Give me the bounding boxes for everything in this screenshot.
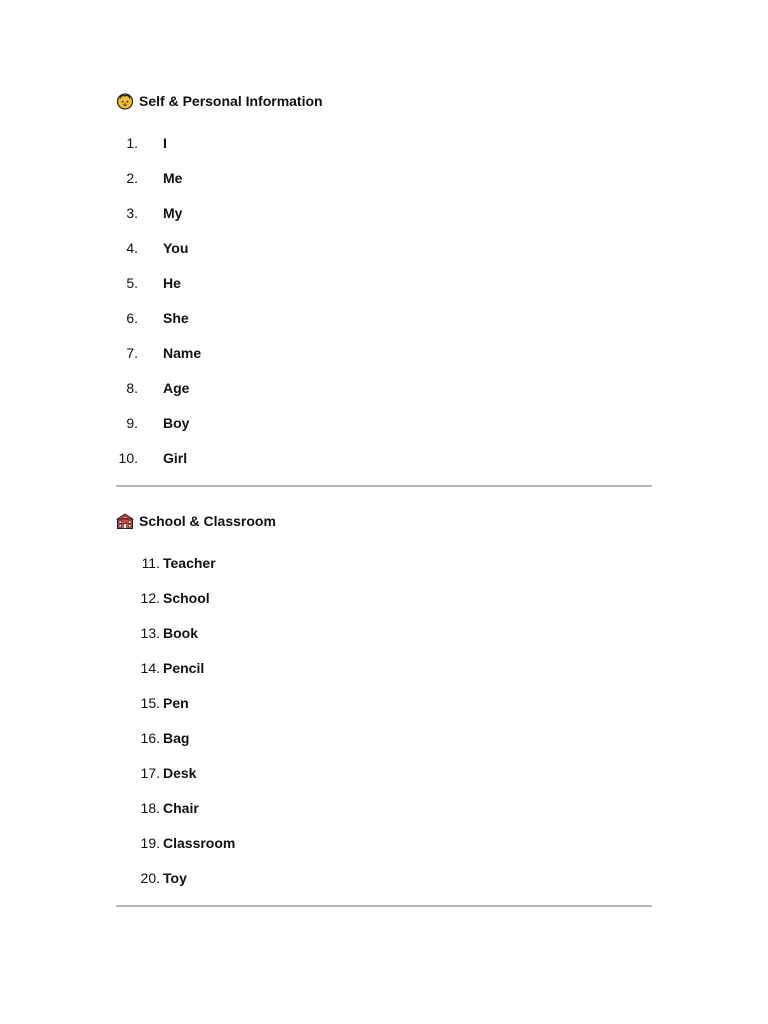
item-number: 4. <box>126 239 138 256</box>
vocabulary-document <box>116 90 652 887</box>
item-word: Toy <box>163 870 187 887</box>
school-building-icon <box>116 512 134 530</box>
list-item <box>116 685 652 720</box>
list-item <box>116 125 652 160</box>
list-item <box>116 406 652 441</box>
list-item <box>116 300 652 335</box>
item-number: 14. <box>140 659 160 676</box>
list-item <box>116 371 652 406</box>
list-item <box>116 336 652 371</box>
item-number: 17. <box>140 765 160 782</box>
item-word: School <box>163 589 210 606</box>
section-heading <box>116 90 652 112</box>
section-title: School & Classroom <box>139 513 276 529</box>
item-number: 20. <box>140 870 160 887</box>
item-number: 10. <box>118 450 138 467</box>
list-item <box>116 195 652 230</box>
item-number: 16. <box>140 730 160 747</box>
list-item <box>116 756 652 791</box>
item-number: 19. <box>140 835 160 852</box>
item-word: Me <box>163 169 183 186</box>
list-item <box>116 650 652 685</box>
section-divider <box>116 905 652 907</box>
item-word: You <box>163 239 189 256</box>
item-word: Chair <box>163 800 199 817</box>
section-self-personal <box>116 90 652 486</box>
word-list <box>116 125 652 476</box>
list-item <box>116 720 652 755</box>
item-number: 1. <box>126 134 138 151</box>
item-word: Name <box>163 345 202 362</box>
item-number: 2. <box>126 169 138 186</box>
list-item <box>116 230 652 265</box>
item-word: Girl <box>163 450 188 467</box>
item-number: 15. <box>140 694 160 711</box>
item-word: Age <box>163 380 190 397</box>
list-item <box>116 160 652 195</box>
item-word: I <box>163 134 167 151</box>
item-number: 8. <box>126 380 138 397</box>
item-number: 6. <box>126 310 138 327</box>
section-title: Self & Personal Information <box>139 93 323 109</box>
list-item <box>116 580 652 615</box>
item-number: 9. <box>126 415 138 432</box>
list-item <box>116 441 652 476</box>
section-heading <box>116 510 652 532</box>
section-divider <box>116 485 652 487</box>
list-item <box>116 861 652 896</box>
item-word: Boy <box>163 415 190 432</box>
list-item <box>116 265 652 300</box>
item-word: My <box>163 204 183 221</box>
item-number: 11. <box>141 554 160 571</box>
list-item <box>116 545 652 580</box>
item-number: 3. <box>126 204 138 221</box>
section-school-classroom <box>116 510 652 896</box>
item-word: He <box>163 274 181 291</box>
list-item <box>116 791 652 826</box>
item-word: Bag <box>163 730 190 747</box>
list-item <box>116 615 652 650</box>
item-number: 5. <box>126 274 138 291</box>
item-word: Book <box>163 624 198 641</box>
item-number: 12. <box>140 589 160 606</box>
item-word: Pencil <box>163 659 205 676</box>
item-word: Desk <box>163 765 197 782</box>
list-item <box>116 826 652 861</box>
item-word: Pen <box>163 694 189 711</box>
baby-face-icon <box>116 92 134 110</box>
item-number: 18. <box>140 800 160 817</box>
item-number: 13. <box>140 624 160 641</box>
word-list <box>116 545 652 896</box>
item-word: She <box>163 310 189 327</box>
item-word: Teacher <box>163 554 216 571</box>
item-number: 7. <box>126 345 138 362</box>
item-word: Classroom <box>163 835 236 852</box>
